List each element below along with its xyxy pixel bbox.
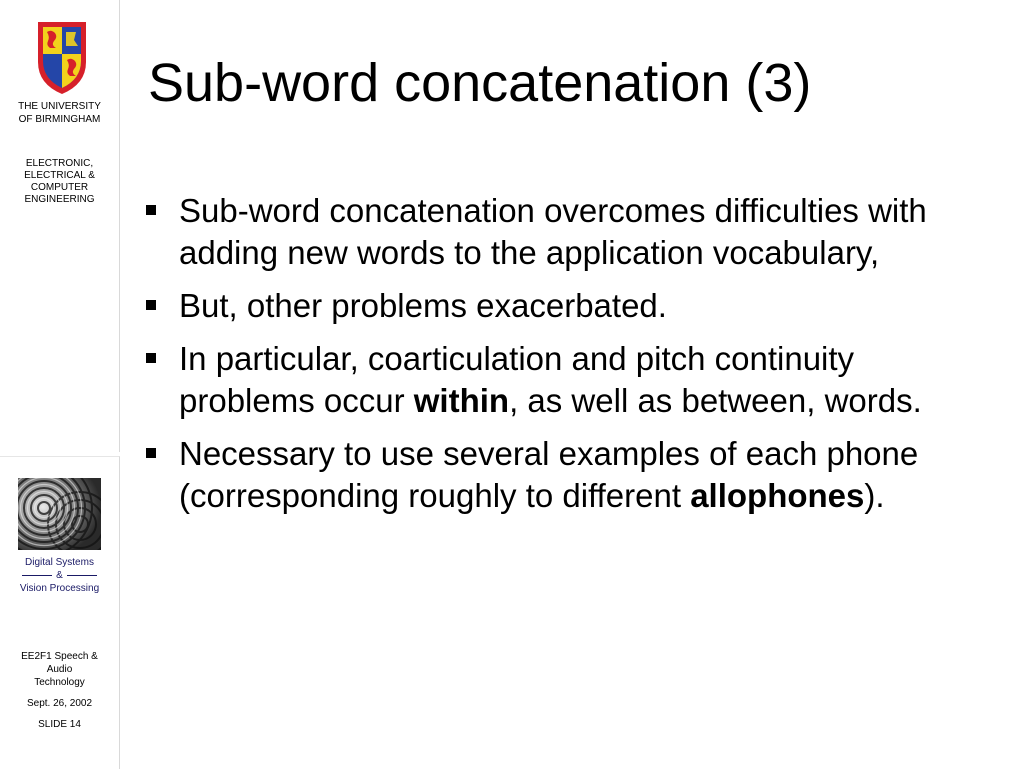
bullet-list [142, 190, 982, 528]
university-crest-icon [34, 18, 90, 96]
group-name-line2: Vision Processing [19, 583, 100, 594]
list-item [142, 433, 982, 517]
group-name-amp-row [0, 569, 119, 582]
department-name: ELECTRONIC, ELECTRICAL & COMPUTER ENGINEERING [24, 158, 95, 205]
list-item [142, 285, 982, 327]
divider [22, 575, 52, 576]
course-name: EE2F1 Speech & Audio Technology [21, 651, 98, 688]
divider [67, 575, 97, 576]
slide-title: Sub-word concatenation (3) [148, 53, 812, 113]
bullet-text-bold: allophones [690, 477, 865, 514]
bullet-square-icon [146, 205, 156, 215]
wave-pattern-logo-icon [18, 478, 101, 550]
bullet-square-icon [146, 300, 156, 310]
bullet-text-post: ). [864, 477, 885, 514]
bullet-text: Sub-word concatenation overcomes difficulties with adding new words to the application vocabulary, [179, 192, 927, 271]
bullet-square-icon [146, 448, 156, 458]
bullet-text: But, other problems exacerbated. [179, 287, 667, 324]
bullet-text-bold: within [413, 382, 510, 419]
group-name-amp: & [56, 570, 63, 581]
slide-date: Sept. 26, 2002 [26, 698, 93, 709]
university-name: THE UNIVERSITY OF BIRMINGHAM [18, 101, 101, 125]
list-item [142, 338, 982, 422]
bullet-square-icon [146, 353, 156, 363]
bullet-text-pre: In particular, coarticulation and pitch continuity problems occur [179, 340, 855, 419]
list-item [142, 190, 982, 274]
sidebar-top-panel [0, 0, 120, 452]
slide-number: SLIDE 14 [38, 719, 81, 730]
group-name [0, 556, 119, 595]
group-name-line1: Digital Systems [25, 557, 94, 568]
bullet-text-pre: Necessary to use several examples of each phone (corresponding roughly to different [179, 435, 919, 514]
sidebar [0, 0, 120, 768]
bullet-text-post: , as well as between, words. [509, 382, 922, 419]
